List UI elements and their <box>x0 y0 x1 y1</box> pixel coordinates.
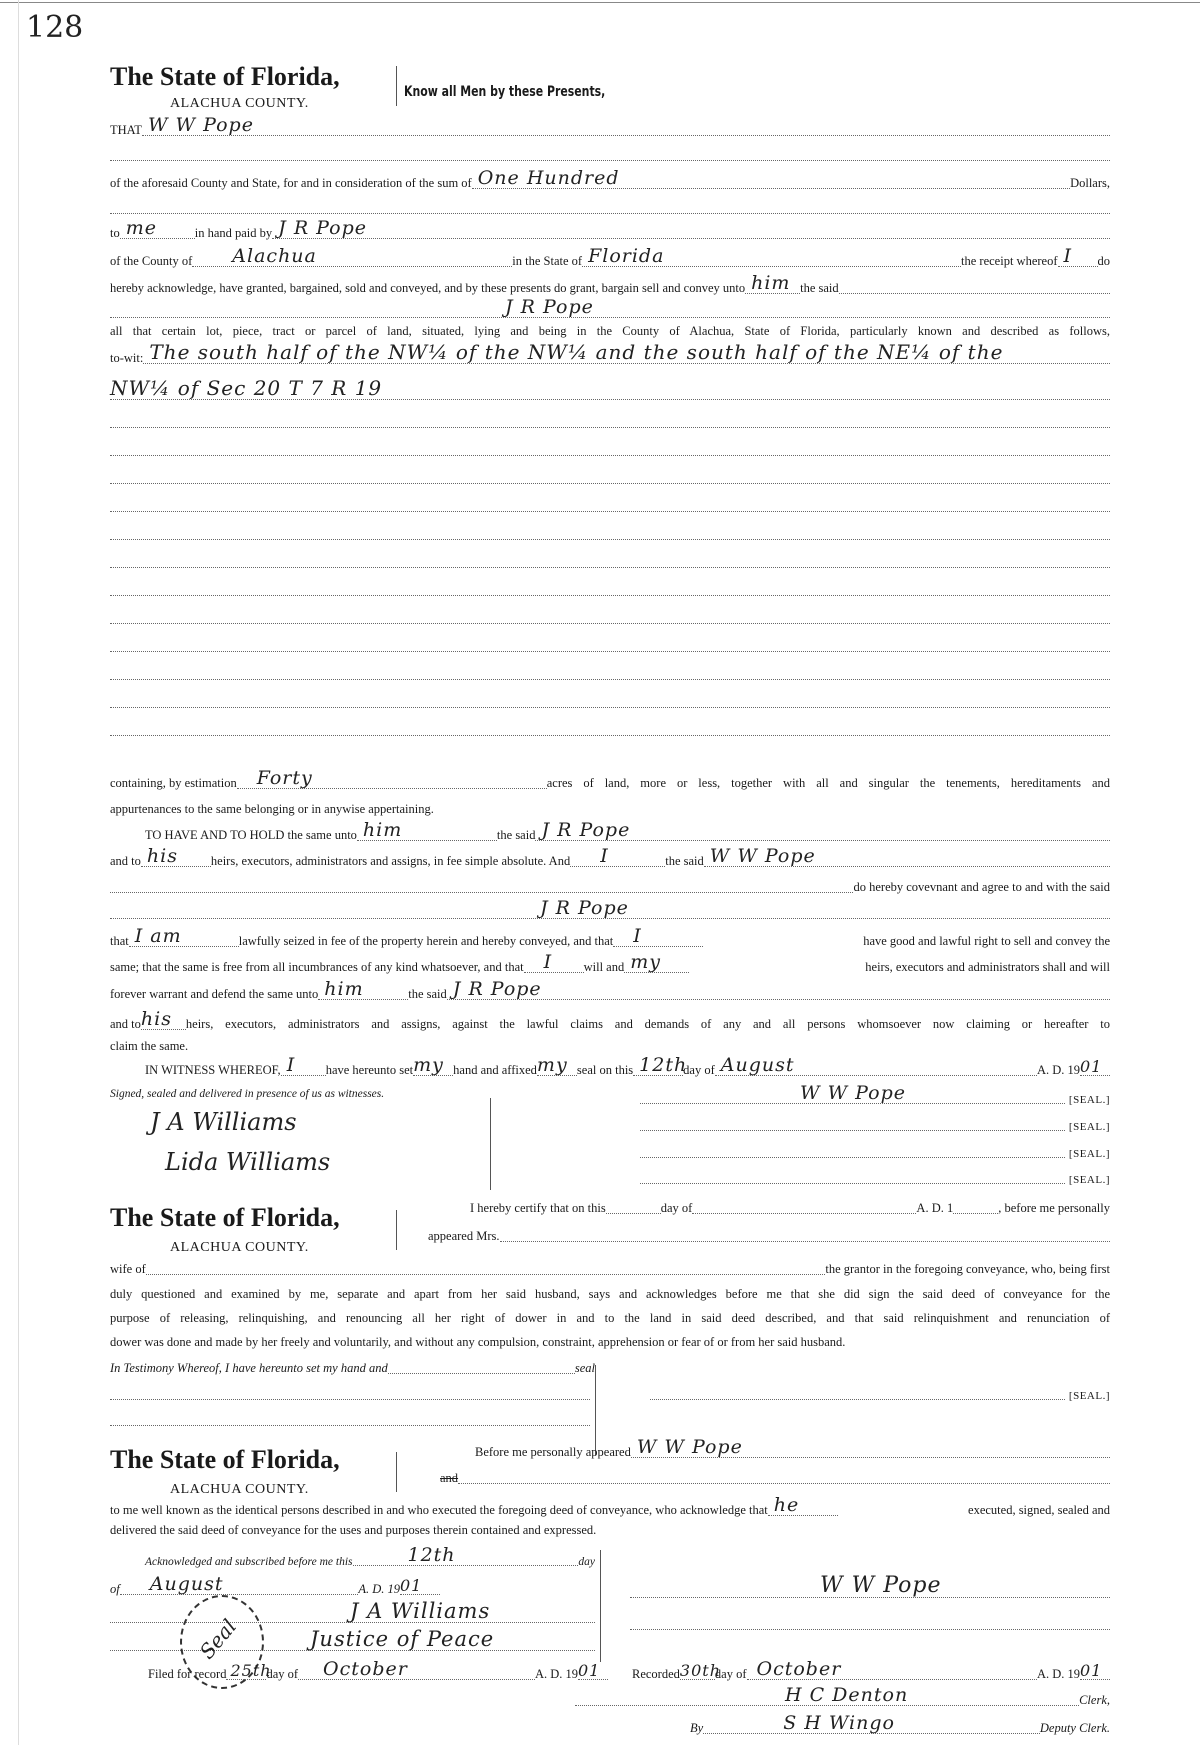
appurtenances-text: appurtenances to the same belonging or in anywise appertaining. <box>110 802 434 816</box>
forever-unto-value: him <box>324 978 364 1000</box>
cert-day-field <box>606 1195 661 1214</box>
signature-field <box>640 1082 1065 1104</box>
heirs-value: my <box>630 951 661 973</box>
month-field <box>715 1054 1037 1076</box>
paid-by-field <box>272 217 1110 239</box>
ad-label: A. D. 19 <box>1036 1667 1080 1681</box>
appeared-value: W W Pope <box>636 1436 743 1458</box>
blank-field <box>110 661 1110 680</box>
description-line-1: The south half of the NW¼ of the NW¼ and the south half of the NE¼ of the <box>149 340 1004 364</box>
blank-line <box>110 522 1110 544</box>
row-wife-of <box>110 1257 1110 1279</box>
blank-line <box>110 578 1110 600</box>
ack-month-value: August <box>149 1573 224 1595</box>
row-and-to-2 <box>110 1008 1110 1034</box>
to-have-said-value: J R Pope <box>541 819 631 841</box>
blank-line <box>110 690 1110 712</box>
blank-line <box>110 1408 590 1430</box>
row-certify <box>470 1196 1110 1218</box>
witness-label: IN WITNESS WHEREOF, <box>145 1063 281 1077</box>
seal-label: [SEAL.] <box>1068 1121 1110 1133</box>
county-label: ALACHUA COUNTY. <box>170 1240 309 1255</box>
containing-label: containing, by estimation <box>110 776 237 790</box>
row-recorded <box>632 1658 1110 1684</box>
row-same <box>110 951 1110 977</box>
seal-line <box>650 1382 1110 1404</box>
filed-label: Filed for record <box>148 1667 227 1681</box>
know-all-men: Know all Men by these Presents, <box>404 84 606 100</box>
state-label: in the State of <box>512 254 583 268</box>
against-text: heirs, executors, administrators and assigns, against the lawful claims and demands of any and all persons whomsoever now claiming or hereafter to <box>185 1017 1110 1031</box>
subscribed-text: Acknowledged and subscribed before me this <box>145 1556 353 1568</box>
blank-line <box>110 550 1110 572</box>
signed-text-label: Signed, sealed and delivered in presence of us as witnesses. <box>110 1088 385 1100</box>
grantor-text: the grantor in the foregoing conveyance, who, being first <box>825 1262 1110 1276</box>
recorded-month-field <box>747 1658 1037 1680</box>
seal-line <box>640 1166 1110 1188</box>
forever-said-field <box>447 978 1110 1000</box>
well-known-text: to me well known as the identical persons described in and who executed the foregoing deed of conveyance, who acknowledge that <box>110 1503 768 1517</box>
blank-field <box>630 1611 1110 1630</box>
row-consideration <box>110 167 1110 193</box>
blank-line <box>110 196 1110 218</box>
appeared-label: appeared Mrs. <box>428 1229 500 1243</box>
blank-field <box>110 195 1110 214</box>
signature-field <box>640 1165 1065 1184</box>
will-and-label: will and <box>583 960 625 974</box>
county-field <box>192 245 512 267</box>
year-field <box>1080 1057 1110 1076</box>
blank-line <box>110 634 1110 656</box>
scan-edge <box>0 2 1200 3</box>
heirs-shall-text: heirs, executors and administrators shall and will <box>865 960 1110 974</box>
to-field <box>120 217 195 239</box>
blank-line <box>110 143 1110 165</box>
right-text: have good and lawful right to sell and convey the <box>863 934 1110 948</box>
stamp-text: Seal <box>194 1614 242 1664</box>
month-value: August <box>720 1054 795 1076</box>
seal-on-label: seal on this <box>576 1063 634 1077</box>
blank-field <box>110 874 853 893</box>
signature-field <box>640 1112 1065 1131</box>
seized-text: lawfully seized in fee of the property herein and hereby conveyed, and that <box>238 934 614 948</box>
blank-field <box>110 493 1110 512</box>
acres-value: Forty <box>256 767 313 789</box>
covenant-with-value: J R Pope <box>540 897 629 919</box>
seized-value: I am <box>134 925 182 947</box>
cert-year-field <box>953 1195 998 1214</box>
state-title: The State of Florida, <box>110 62 340 91</box>
year-value: 01 <box>1080 1057 1103 1076</box>
paid-by-label: in hand paid by <box>194 226 273 240</box>
unto-value: him <box>751 272 791 294</box>
deputy-signature: S H Wingo <box>783 1712 895 1734</box>
officer-signature: J A Williams <box>350 1599 491 1623</box>
row-testimony <box>110 1356 595 1378</box>
delivered-text: delivered the said deed of conveyance for the uses and purposes therein contained and expressed. <box>110 1523 597 1537</box>
receipt-value: I <box>1063 245 1073 267</box>
dollars-label: Dollars, <box>1070 176 1110 190</box>
right-field <box>613 925 703 947</box>
ad-label: A. D. 1 <box>916 1201 954 1215</box>
and-to-label: and to <box>110 854 141 868</box>
row-covenant <box>110 875 1110 897</box>
signature-field <box>640 1139 1065 1158</box>
row-well-known <box>110 1494 1110 1520</box>
row-description-2 <box>110 376 1110 404</box>
filed-year-field <box>578 1661 608 1680</box>
and-to-label: and to <box>110 1017 141 1031</box>
duly-text: duly questioned and examined by me, separate and apart from her said husband, says and acknowledges before me that she did sign the said deed of conveyance for the <box>110 1287 1110 1301</box>
row-appurtenances <box>110 797 1110 819</box>
state-field <box>582 245 961 267</box>
signature-field <box>650 1381 1065 1400</box>
and-to-field <box>141 845 211 867</box>
officer-title: Justice of Peace <box>310 1627 495 1651</box>
paid-by-value: J R Pope <box>278 217 368 239</box>
day-of-label: day of <box>660 1201 693 1215</box>
blank-field <box>110 689 1110 708</box>
receipt-field <box>1058 245 1098 267</box>
row-hereby <box>110 272 1110 298</box>
affixed-label: hand and affixed <box>453 1063 537 1077</box>
blank-field <box>110 1381 590 1400</box>
seal-word: seal <box>574 1361 595 1375</box>
all-that-text: all that certain lot, piece, tract or parcel of land, situated, lying and being in the County of Alachua, State of Florida, particularly known and described as follows, <box>110 324 1110 338</box>
grantor-sign-field <box>630 1573 1110 1598</box>
and-to-2-field <box>140 1008 186 1030</box>
said-grantor-value: W W Pope <box>709 845 816 867</box>
sum-field <box>472 167 1070 189</box>
deputy-label: Deputy Clerk. <box>1039 1721 1110 1735</box>
unto-field <box>745 272 800 294</box>
blank-field <box>110 409 1110 428</box>
grantor-ack-signature: W W Pope <box>820 1573 942 1598</box>
and-field <box>570 845 665 867</box>
blank-line <box>110 494 1110 516</box>
subscribed-day-value: 12th <box>407 1544 456 1566</box>
brace <box>600 1550 601 1662</box>
will-field <box>524 951 584 973</box>
do-label: do <box>1097 254 1110 268</box>
seal-label: [SEAL.] <box>1068 1390 1110 1402</box>
ad-label: A. D. 19 <box>534 1667 578 1681</box>
blank-field <box>110 465 1110 484</box>
row-that <box>110 114 1110 140</box>
to-have-label: TO HAVE AND TO HOLD the same unto <box>145 828 357 842</box>
row-before-me <box>475 1436 1110 1462</box>
blank-line <box>110 718 1110 740</box>
row-filed <box>148 1658 608 1684</box>
row-to-have <box>110 819 1110 845</box>
state-title: The State of Florida, <box>110 1445 340 1474</box>
and-value: I <box>600 845 609 867</box>
blank-line <box>110 662 1110 684</box>
grantee-field <box>110 296 1110 318</box>
blank-field <box>110 633 1110 652</box>
that-label: that <box>110 934 129 948</box>
filed-month-value: October <box>323 1658 408 1680</box>
filed-month-field <box>298 1658 535 1680</box>
blank-line <box>110 606 1110 628</box>
seal-label: [SEAL.] <box>1068 1148 1110 1160</box>
subscribed-day-field <box>353 1544 579 1566</box>
executed-text: executed, signed, sealed and <box>968 1503 1110 1517</box>
seal-label: [SEAL.] <box>1068 1094 1110 1106</box>
row-delivered <box>110 1518 1110 1540</box>
recorded-day-value: 30th <box>679 1661 721 1680</box>
state-value: Florida <box>588 245 665 267</box>
description-line-2: NW¼ of Sec 20 T 7 R 19 <box>110 376 383 400</box>
day-field <box>633 1054 688 1076</box>
ad-label: A. D. 19 <box>358 1582 400 1596</box>
consideration-text: of the aforesaid County and State, for and in consideration of the sum of <box>110 176 472 190</box>
affixed-value: my <box>536 1054 568 1076</box>
affixed-field <box>536 1054 577 1076</box>
same-text: same; that the same is free from all incumbrances of any kind whatsoever, and that <box>110 960 524 974</box>
description-field <box>110 376 1110 400</box>
the-said-label: the said <box>800 281 839 295</box>
witness-signature-1: J A Williams <box>150 1108 297 1136</box>
recorded-month-value: October <box>756 1658 842 1680</box>
that-label: THAT <box>110 123 142 137</box>
and-to-2-value: his <box>140 1008 172 1030</box>
witness-who-value: I <box>286 1054 296 1076</box>
claim-text: claim the same. <box>110 1039 189 1053</box>
to-wit-label: to-wit: <box>110 351 144 365</box>
and-label: and <box>440 1471 459 1485</box>
said-grantor-field <box>704 845 1110 867</box>
set-value: my <box>413 1054 444 1076</box>
blank-line <box>110 1382 590 1404</box>
row-containing <box>110 767 1110 793</box>
blank-field <box>839 275 1110 294</box>
brace <box>396 1452 397 1492</box>
cert-month-field <box>692 1195 916 1214</box>
sum-value: One Hundred <box>477 167 620 189</box>
purpose-text: purpose of releasing, relinquishing, and renouncing all her right of dower in and to the land in said deed described, and that said relinquishment and renunciation of <box>110 1311 1110 1325</box>
seal-line <box>640 1113 1110 1135</box>
forever-text: forever warrant and defend the same unto <box>110 987 319 1001</box>
ack-month-field <box>120 1573 359 1595</box>
recorded-year-field <box>1080 1661 1110 1680</box>
filed-day-field <box>226 1661 272 1680</box>
blank-field <box>110 577 1110 596</box>
recorded-label: Recorded <box>632 1667 680 1681</box>
clerk-label: Clerk, <box>1079 1693 1110 1707</box>
margin-rule <box>18 0 19 1745</box>
grantee-value: J R Pope <box>505 296 594 318</box>
deputy-field <box>703 1712 1040 1734</box>
row-claim <box>110 1034 1110 1056</box>
appeared-field <box>500 1223 1111 1242</box>
row-appeared <box>428 1224 1110 1246</box>
row-grantee <box>110 296 1110 322</box>
row-ack-month <box>110 1573 440 1599</box>
grantor-sign-line <box>630 1573 1110 1602</box>
blank-line <box>110 466 1110 488</box>
will-value: I <box>543 951 553 973</box>
county-of-label: of the County of <box>110 254 193 268</box>
wife-of-label: wife of <box>110 1262 146 1276</box>
blank-field <box>110 717 1110 736</box>
recorded-day-field <box>679 1661 721 1680</box>
filed-year-value: 01 <box>578 1661 601 1680</box>
signed-text <box>110 1080 510 1102</box>
wife-of-field <box>146 1256 826 1275</box>
to-label: to <box>110 226 120 240</box>
blank-field <box>110 1407 590 1426</box>
ack-year-field <box>400 1576 440 1595</box>
seal-line <box>640 1140 1110 1162</box>
county-label: ALACHUA COUNTY. <box>170 96 309 111</box>
seal-line <box>640 1082 1110 1108</box>
row-forever <box>110 978 1110 1004</box>
row-to-wit <box>110 340 1110 368</box>
of-label: of <box>110 1582 120 1596</box>
the-said-label: the said <box>408 987 447 1001</box>
he-value: he <box>773 1494 800 1516</box>
set-label: have hereunto set <box>325 1063 414 1077</box>
day-label: day <box>578 1556 595 1568</box>
forever-said-value: J R Pope <box>452 978 542 1000</box>
to-have-unto-field <box>357 819 497 841</box>
acres-field <box>237 767 547 789</box>
officer-field <box>110 1599 595 1623</box>
recorded-year-value: 01 <box>1080 1661 1103 1680</box>
row-dower <box>110 1330 1110 1352</box>
blank-field <box>110 437 1110 456</box>
acres-text: acres of land, more or less, together with all and singular the tenements, hereditaments and <box>546 776 1110 790</box>
hereby-text: hereby acknowledge, have granted, bargained, sold and conveyed, and by these presents do grant, bargain sell and convey unto <box>110 281 746 295</box>
county-label: ALACHUA COUNTY. <box>170 1482 309 1497</box>
testimony-field <box>388 1355 575 1374</box>
to-value: me <box>125 217 157 239</box>
row-and <box>440 1466 1110 1488</box>
witness-signature-2: Lida Williams <box>165 1148 331 1176</box>
covenant-text: do hereby covevnant and agree to and with the said <box>853 880 1110 894</box>
state-title: The State of Florida, <box>110 1203 340 1232</box>
heirs-field <box>624 951 689 973</box>
brace <box>490 1098 491 1190</box>
forever-unto-field <box>318 978 408 1000</box>
heirs-text: heirs, executors, administrators and assigns, in fee simple absolute. And <box>210 854 571 868</box>
county-value: Alachua <box>232 245 317 267</box>
ad-label: A. D. 19 <box>1036 1063 1080 1077</box>
before-me-text: , before me personally <box>998 1201 1110 1215</box>
grantor-signature: W W Pope <box>800 1082 906 1104</box>
page-number: 128 <box>26 10 84 45</box>
filed-day-value: 25th <box>230 1661 272 1680</box>
blank-line <box>110 410 1110 432</box>
blank-field <box>110 549 1110 568</box>
set-field <box>413 1054 453 1076</box>
seized-field <box>129 925 239 947</box>
clerk-signature: H C Denton <box>785 1684 909 1706</box>
certify-text: I hereby certify that on this <box>470 1201 606 1215</box>
day-of-label: day of <box>683 1063 715 1077</box>
and-to-value: his <box>146 845 178 867</box>
blank-line <box>630 1612 1110 1634</box>
right-value: I <box>633 925 642 947</box>
receipt-label: the receipt whereof <box>961 254 1058 268</box>
blank-field <box>110 605 1110 624</box>
he-field <box>768 1494 838 1516</box>
testimony-text: In Testimony Whereof, I have hereunto set my hand and <box>110 1361 388 1375</box>
the-said-label: the said <box>665 854 704 868</box>
description-field <box>143 340 1110 364</box>
row-paid <box>110 217 1110 243</box>
day-value: 12th <box>639 1054 688 1076</box>
grantor-value: W W Pope <box>147 114 254 136</box>
row-county <box>110 245 1110 271</box>
row-and-to <box>110 845 1110 871</box>
blank-line <box>110 438 1110 460</box>
covenant-with-field <box>110 897 1110 919</box>
witness-who-field <box>281 1054 326 1076</box>
row-clerk <box>575 1684 1110 1710</box>
clerk-field <box>575 1684 1079 1706</box>
day-of-label: day of <box>266 1667 299 1681</box>
brace <box>396 66 397 106</box>
appeared-field <box>631 1436 1110 1458</box>
grantor-field <box>142 114 1110 136</box>
row-covenant-with <box>110 897 1110 923</box>
row-deputy <box>690 1712 1110 1738</box>
row-witness <box>110 1054 1110 1080</box>
dower-text: dower was done and made by her freely and voluntarily, and without any compulsion, constraint, apprehension or fear of or from her said husband. <box>110 1335 846 1349</box>
by-label: By <box>690 1721 704 1735</box>
and-field <box>458 1465 1110 1484</box>
to-have-said-field <box>535 819 1110 841</box>
blank-field <box>110 521 1110 540</box>
before-me-label: Before me personally appeared <box>475 1445 631 1459</box>
to-have-unto-value: him <box>362 819 403 841</box>
the-said-label: the said <box>496 828 536 842</box>
brace <box>396 1210 397 1250</box>
day-of-label: day of <box>714 1667 747 1681</box>
row-seized <box>110 925 1110 951</box>
seal-label: [SEAL.] <box>1068 1174 1110 1186</box>
row-subscribed <box>145 1544 595 1570</box>
blank-field <box>110 142 1110 161</box>
ack-year-value: 01 <box>400 1576 423 1595</box>
